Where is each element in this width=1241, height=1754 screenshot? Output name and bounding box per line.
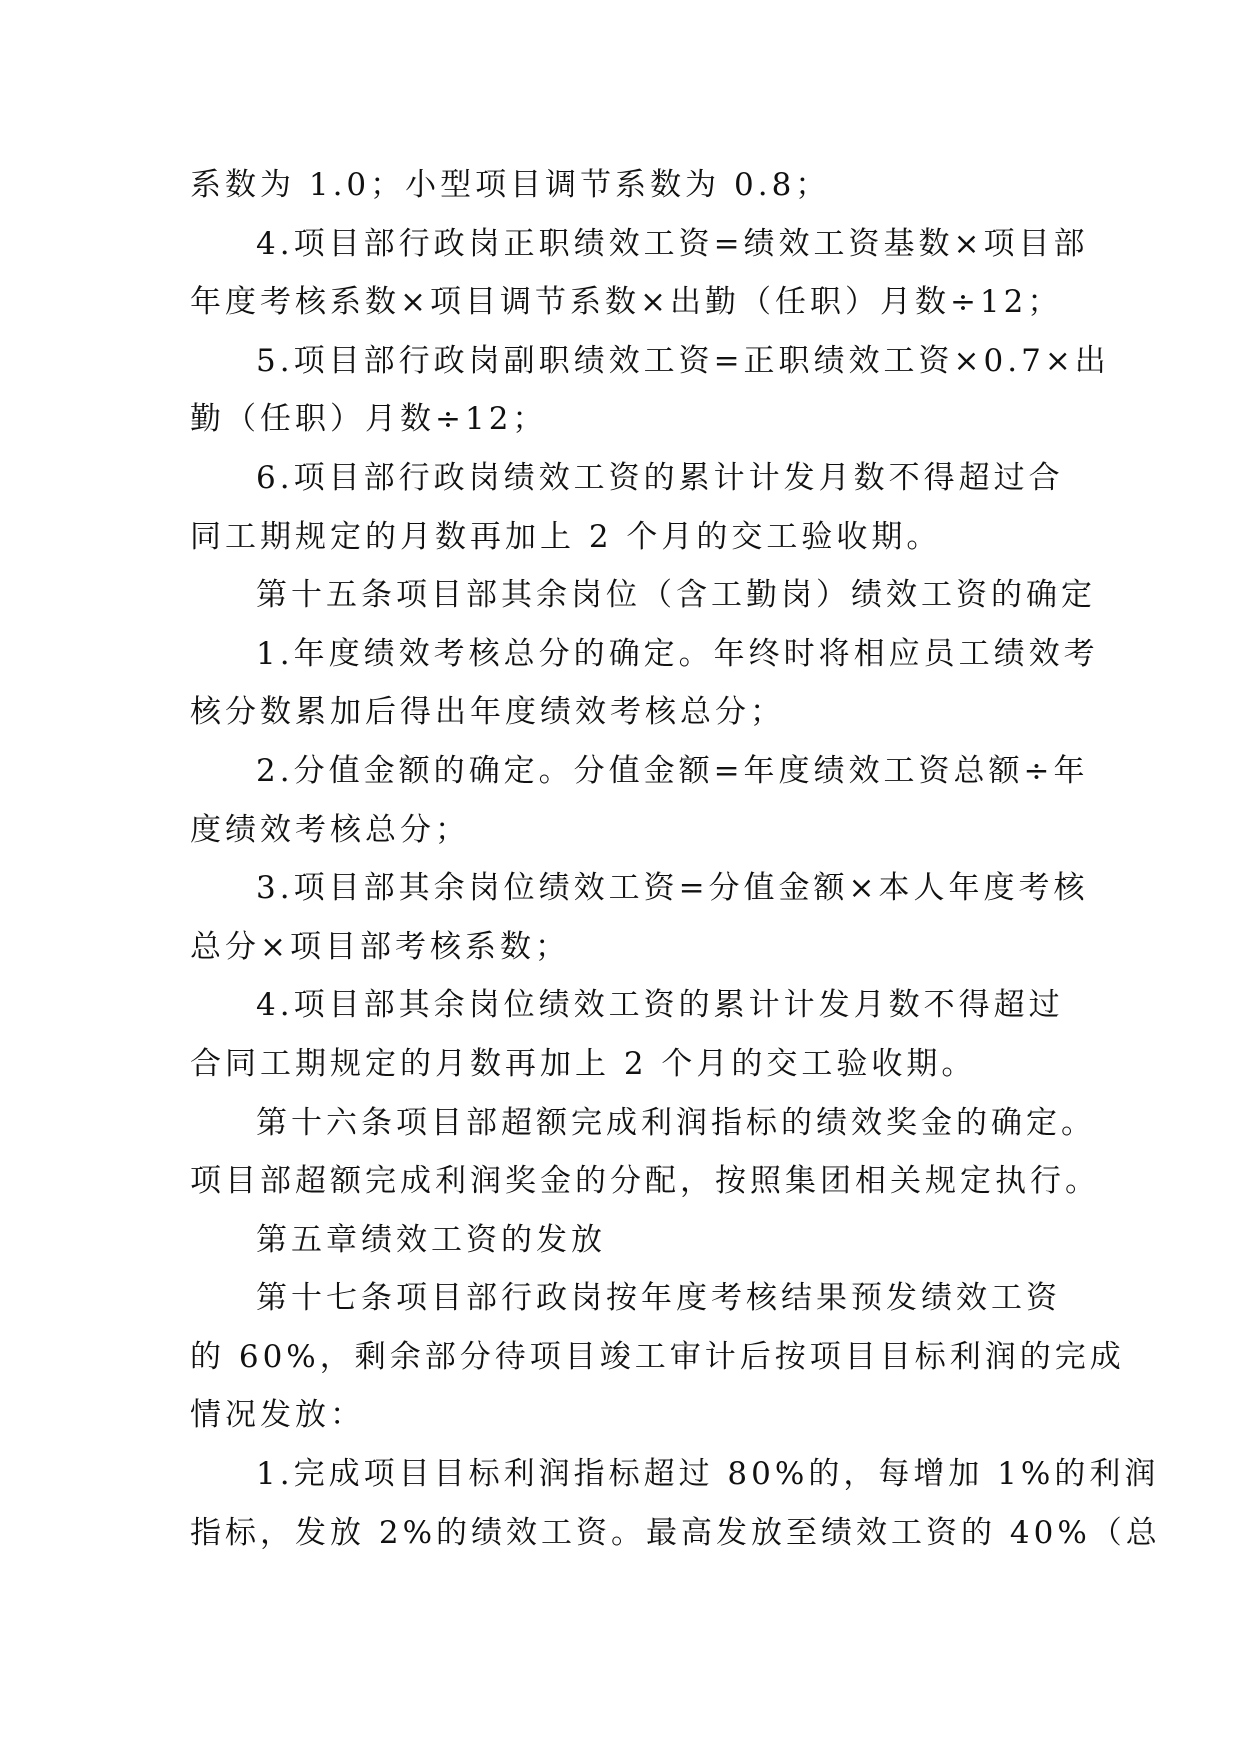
text-line: 第十五条项目部其余岗位（含工勤岗）绩效工资的确定 (256, 577, 1096, 614)
text-line: 3.项目部其余岗位绩效工资=分值金额×本人年度考核 (256, 870, 1089, 907)
text-line: 合同工期规定的月数再加上 2 个月的交工验收期。 (190, 1045, 977, 1082)
text-line: 第十七条项目部行政岗按年度考核结果预发绩效工资 (256, 1280, 1061, 1317)
text-line: 核分数累加后得出年度绩效考核总分； (190, 694, 785, 731)
text-line: 指标，发放 2%的绩效工资。最高发放至绩效工资的 40%（总 (190, 1514, 1161, 1551)
text-line: 的 60%，剩余部分待项目竣工审计后按项目目标利润的完成 (190, 1338, 1125, 1375)
text-line: 系数为 1.0；小型项目调节系数为 0.8； (190, 167, 831, 203)
text-line: 5.项目部行政岗副职绩效工资=正职绩效工资×0.7×出 (256, 342, 1110, 379)
text-line: 情况发放： (190, 1397, 365, 1434)
text-line: 4.项目部其余岗位绩效工资的累计计发月数不得超过 (256, 987, 1064, 1024)
document-body (190, 156, 1161, 1562)
text-line: 勤（任职）月数÷12； (190, 401, 548, 438)
text-line: 2.分值金额的确定。分值金额=年度绩效工资总额÷年 (256, 752, 1089, 789)
text-line: 项目部超额完成利润奖金的分配，按照集团相关规定执行。 (190, 1163, 1100, 1200)
text-line: 同工期规定的月数再加上 2 个月的交工验收期。 (190, 518, 942, 555)
text-line: 第五章绩效工资的发放 (256, 1221, 606, 1258)
text-line: 6.项目部行政岗绩效工资的累计计发月数不得超过合 (256, 459, 1064, 496)
text-line: 度绩效考核总分； (190, 811, 470, 848)
text-line: 1.完成项目目标利润指标超过 80%的，每增加 1%的利润 (256, 1456, 1160, 1493)
text-line: 第十六条项目部超额完成利润指标的绩效奖金的确定。 (256, 1104, 1096, 1141)
text-line: 4.项目部行政岗正职绩效工资=绩效工资基数×项目部 (256, 225, 1089, 262)
text-line: 1.年度绩效考核总分的确定。年终时将相应员工绩效考 (256, 635, 1099, 672)
text-line: 总分×项目部考核系数； (190, 928, 570, 965)
text-line: 年度考核系数×项目调节系数×出勤（任职）月数÷12； (190, 284, 1063, 321)
